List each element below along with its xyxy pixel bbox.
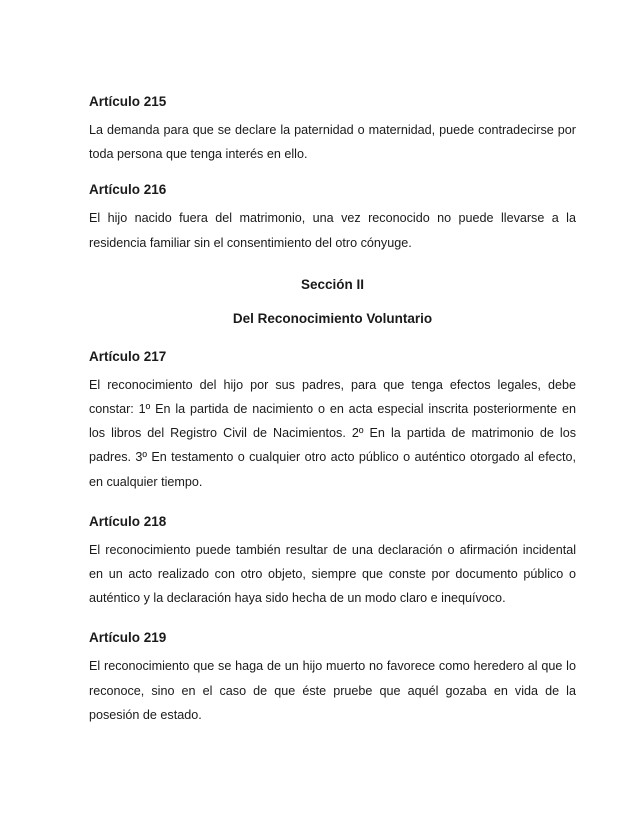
article-218: [89, 512, 576, 611]
article-body: El reconocimiento puede también resultar de una declaración o afirmación incidental en un acto realizado con otro objeto, siempre que conste por documento público o auténtico y la declaración haya sido hecha de un modo claro e inequívoco.: [89, 542, 576, 606]
article-title: Artículo 218: [89, 513, 167, 529]
article-217: [89, 347, 576, 494]
section-name: Del Reconocimiento Voluntario: [232, 310, 433, 326]
article-body: El reconocimiento que se haga de un hijo muerto no favorece como heredero al que lo reconoce, sino en el caso de que éste pruebe que aquél gozaba en vida de la posesión de estado.: [89, 659, 576, 722]
section-number: Sección II: [300, 276, 365, 292]
article-title: Artículo 216: [89, 182, 167, 198]
article-title: Artículo 219: [89, 630, 167, 646]
article-title: Artículo 215: [89, 94, 167, 109]
article-body: El hijo nacido fuera del matrimonio, una vez reconocido no puede llevarse a la residencia familiar sin el consentimiento del otro cónyuge.: [89, 211, 576, 250]
article-body: La demanda para que se declare la paternidad o maternidad, puede contradecirse por toda persona que tenga interés en ello.: [89, 123, 576, 162]
document-page: [89, 92, 576, 727]
article-body: El reconocimiento del hijo por sus padres, para que tenga efectos legales, debe constar: 1º En la partida de nacimiento o en acta especial inscrita posteriormente en los libros del Registro Civil de Nacimientos. 2º En la partida de matrimonio de los padres. 3º En testamento o cualquier otro acto público o auténtico otorgado al efecto, en cualquier tiempo.: [89, 377, 576, 489]
article-219: [89, 628, 576, 727]
article-215: [89, 92, 576, 166]
article-title: Artículo 217: [89, 348, 167, 364]
article-216: [89, 180, 576, 254]
